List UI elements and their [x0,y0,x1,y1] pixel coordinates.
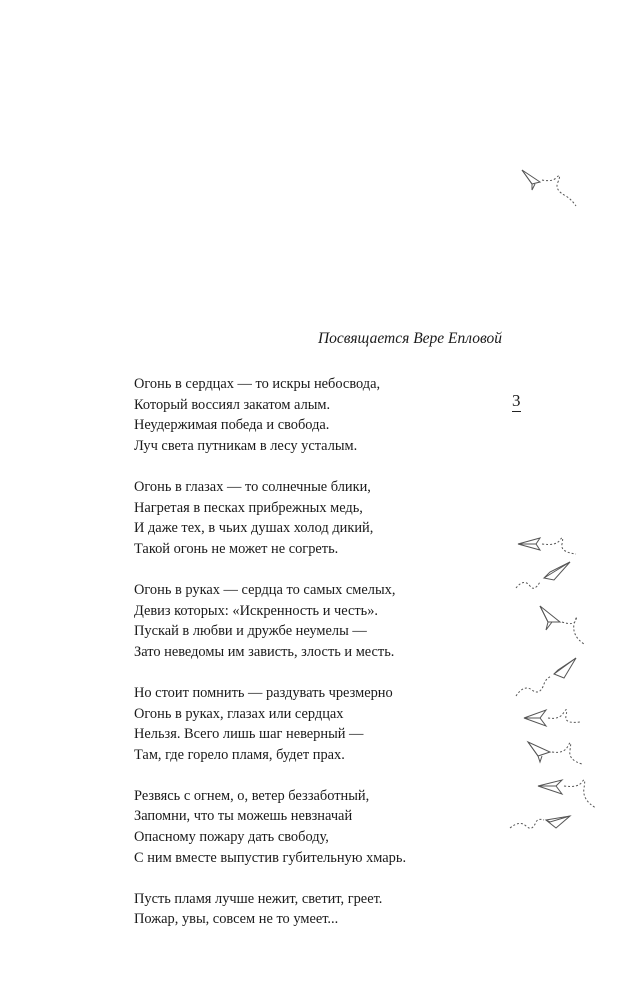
paper-plane-icon [514,654,580,700]
paper-plane-icon [534,602,590,648]
paper-plane-icon [534,772,600,812]
page-number: 3 [512,391,521,410]
paper-plane-icon [516,530,580,560]
poem-line: Пускай в любви и дружбе неумелы — [134,623,367,640]
poem-line: И даже тех, в чьих душах холод дикий, [134,520,374,537]
poem-line: Нельзя. Всего лишь шаг неверный — [134,726,364,743]
paper-plane-icon [518,160,578,212]
paper-plane-icon [524,730,586,772]
poem [134,374,494,951]
poem-line: Огонь в руках — сердца то самых смелых, [134,581,396,598]
poem-line: Там, где горело пламя, будет прах. [134,746,345,763]
poem-line: Девиз которых: «Искренность и честь». [134,602,379,619]
poem-line: Который воссиял закатом алым. [134,396,331,413]
stanza [134,683,494,765]
poem-line: Нагретая в песках прибрежных медь, [134,499,363,516]
stanza [134,477,494,559]
poem-line: Такой огонь не может не согреть. [134,540,339,557]
stanza [134,374,494,456]
stanza [134,889,494,930]
poem-line: Резвясь с огнем, о, ветер беззаботный, [134,787,370,804]
poem-line: Неудержимая победа и свобода. [134,417,330,434]
stanza [134,786,494,868]
poem-line: С ним вместе выпустив губительную хмарь. [134,849,407,866]
poem-line: Зато неведомы им зависть, злость и месть. [134,643,395,660]
paper-plane-icon [508,808,574,838]
poem-line: Огонь в сердцах — то искры небосвода, [134,376,381,392]
poem-line: Но стоит помнить — раздувать чрезмерно [134,684,393,701]
poem-line: Огонь в руках, глазах или сердцах [134,705,344,722]
paper-plane-icon [514,558,578,594]
poem-line: Запомни, что ты можешь невзначай [134,808,353,825]
poem-line: Луч света путникам в лесу усталым. [134,437,358,454]
poem-line: Огонь в глазах — то солнечные блики, [134,478,371,495]
dedication: Посвящается Вере Епловой [317,330,502,347]
poem-line: Пусть пламя лучше нежит, светит, греет. [134,890,383,907]
stanza [134,580,494,662]
poem-line: Пожар, увы, совсем не то умеет... [134,911,339,928]
poem-line: Опасному пожару дать свободу, [134,829,329,846]
paper-plane-icon [520,702,584,732]
